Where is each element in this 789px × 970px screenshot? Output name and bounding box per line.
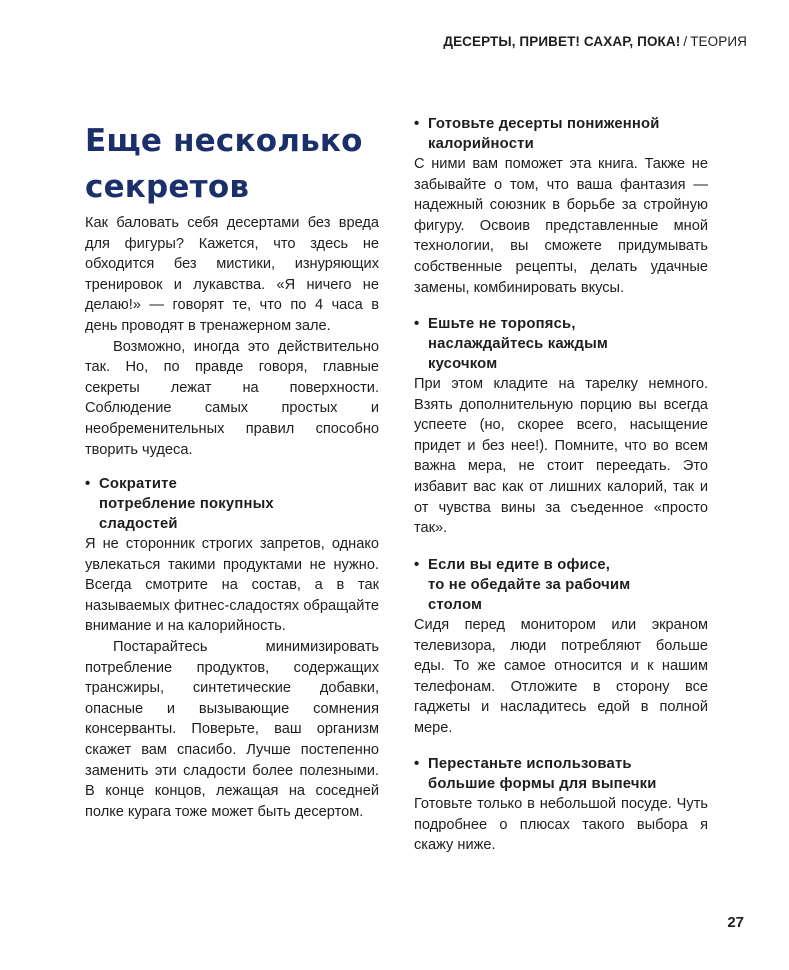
- page-title: [85, 118, 405, 210]
- tip-5: [414, 754, 708, 856]
- tip-1-heading-line1: Сократите: [99, 476, 178, 492]
- tip-1-heading-line2: потребление покупных: [99, 496, 274, 512]
- tip-5-heading: [414, 754, 708, 794]
- intro-paragraph-2: Возможно, иногда это действительно так. Но, по правде говоря, главные секреты лежат на поверхности. Соблюдение самых простых и необременительных правил способно творить чудеса.: [85, 338, 379, 458]
- book-title: ДЕСЕРТЫ, ПРИВЕТ! САХАР, ПОКА!: [443, 34, 681, 49]
- tip-1-paragraph-2: Постарайтесь минимизировать потребление продуктов, содержащих трансжиры, синтетические добавки, опасные и вызывающие сомнения консерванты. Поверьте, ваш организм скажет вам спасибо. Лучше постепенно заменить эти сладости более полезными. В конце концов, лежащая на соседней полке курага тоже может быть десертом.: [85, 638, 379, 820]
- tip-2-heading-line1: Готовьте десерты пониженной: [428, 116, 660, 132]
- page-title-line2: секретов: [85, 169, 250, 205]
- tip-3: [414, 314, 708, 539]
- tip-5-paragraph: Готовьте только в небольшой посуде. Чуть подробнее о плюсах такого выбора я скажу ниже.: [414, 796, 708, 854]
- bullet-icon: •: [414, 116, 420, 132]
- section-name: ТЕОРИЯ: [690, 34, 747, 49]
- page-number: 27: [727, 914, 744, 931]
- tip-2-paragraph: С ними вам поможет эта книга. Также не забывайте о том, что ваша фантазия — надежный союзник в борьбе за стройную фигуру. Освоив представленные мной технологии, вы сможете придумывать собственные рецепты, делать удачные замены, комбинировать вкусы.: [414, 156, 708, 296]
- tip-4-heading-line2: то не обедайте за рабочим: [428, 577, 631, 593]
- tip-1-heading: [85, 474, 379, 534]
- header-separator: /: [683, 34, 688, 49]
- tip-2-heading: [414, 114, 708, 154]
- tip-4-heading: [414, 555, 708, 615]
- tip-3-heading: [414, 314, 708, 374]
- tip-2: [414, 114, 708, 298]
- running-header: [443, 34, 747, 49]
- tip-2-heading-line2: калорийности: [428, 136, 534, 152]
- tip-5-heading-line2: большие формы для выпечки: [428, 776, 657, 792]
- tip-1-paragraph-1: Я не сторонник строгих запретов, однако увлекаться такими продуктами не нужно. Всегда смотрите на состав, а в так называемых фитнес-сладостях обращайте внимание и на калорийность.: [85, 536, 379, 635]
- bullet-icon: •: [414, 316, 420, 332]
- bullet-icon: •: [414, 557, 420, 573]
- tip-3-heading-line1: Ешьте не торопясь,: [428, 316, 576, 332]
- tip-1-heading-line3: сладостей: [99, 516, 178, 532]
- tip-4-heading-line1: Если вы едите в офисе,: [428, 557, 611, 573]
- tip-5-heading-line1: Перестаньте использовать: [428, 756, 632, 772]
- tip-3-paragraph: При этом кладите на тарелку немного. Взять дополнительную порцию вы всегда успеете (но, скорее всего, насыщение придет и без нее!). Помните, что во всем важна мера, не стоит переедать. Это избавит вас как от лишних калорий, так и от чувства вины за съеденное «просто так».: [414, 376, 708, 537]
- tip-3-heading-line3: кусочком: [428, 356, 498, 372]
- tip-4-heading-line3: столом: [428, 597, 483, 613]
- page-title-line1: Еще несколько: [85, 123, 363, 159]
- tip-1: [85, 474, 379, 822]
- intro-paragraph-1: Как баловать себя десертами без вреда для фигуры? Кажется, что здесь не обходится без мистики, изнуряющих тренировок и лукавства. «Я ничего не делаю!» — говорят те, что по 4 часа в день проводят в тренажерном зале.: [85, 215, 379, 334]
- tip-3-heading-line2: наслаждайтесь каждым: [428, 336, 609, 352]
- bullet-icon: •: [85, 476, 91, 492]
- tip-4: [414, 555, 708, 739]
- tip-4-paragraph: Сидя перед монитором или экраном телевизора, люди потребляют больше еды. То же самое относится и к нашим телефонам. Отложите в сторону все гаджеты и насладитесь едой в полной мере.: [414, 617, 708, 736]
- bullet-icon: •: [414, 756, 420, 772]
